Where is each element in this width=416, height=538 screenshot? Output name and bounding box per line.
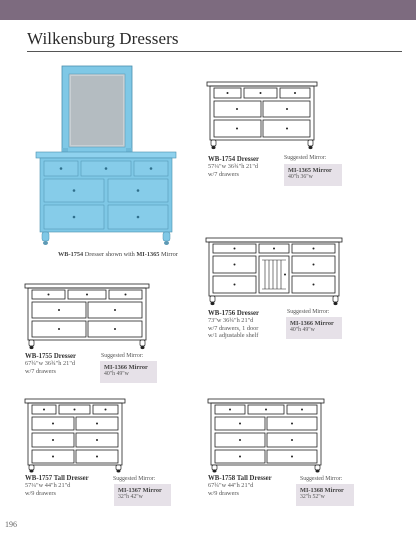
wb-1758-dims: 67¾"w 44"h 21"d [208,482,254,490]
wb-1758-suggested-label: Suggested Mirror: [300,476,343,482]
photo-caption-mirror: MI-1365 [136,251,160,258]
photo-caption-text: Dresser shown with [83,251,137,258]
wb-1754-drawers: w/7 drawers [208,170,239,178]
wb-1755-drawers: w/7 drawers [25,367,56,375]
photo-caption-end: Mirror [159,251,178,258]
wb-1756-mirror-box [286,317,342,339]
wb-1754-dims: 57¼"w 36¾"h 21"d [208,163,259,171]
photo-caption-model: WB-1754 [58,251,84,258]
wb-1756-mirror-dims: 40"h 49"w [290,327,315,333]
wb-1758-drawers: w/9 drawers [208,489,239,497]
wb-1754-spec [208,156,259,178]
wb-1758-spec [208,475,272,497]
wb-1758-mirror-name: MI-1368 Mirror [300,487,344,494]
wb-1757-suggested-label: Suggested Mirror: [113,476,156,482]
wb-1754-drawing [207,82,317,150]
wb-1756-drawing [206,238,342,306]
wb-1756-spec [208,310,259,340]
wb-1755-mirror-name: MI-1366 Mirror [104,364,148,371]
wb-1756-name: WB-1756 Dresser [208,310,260,317]
wb-1754-suggested-label: Suggested Mirror: [284,155,327,161]
wb-1758-drawing [208,399,324,473]
wb-1756-shelf: w/1 adjustable shelf [208,332,259,340]
wb-1755-mirror-box [100,361,157,383]
wb-1756-suggested-label: Suggested Mirror: [287,309,330,315]
wb-1758-mirror-box [296,484,354,506]
wb-1754-name: WB-1754 Dresser [208,156,260,163]
wb-1755-drawing [25,284,149,350]
wb-1755-spec [25,353,76,375]
wb-1755-suggested-label: Suggested Mirror: [101,353,144,359]
page-number: 196 [5,520,17,529]
wb-1757-mirror-box [114,484,171,506]
wb-1754-mirror-dims: 40"h 36"w [288,174,313,180]
wb-1754-mirror-name: MI-1365 Mirror [288,167,332,174]
wb-1756-dims: 73"w 36¾"h 21"d [208,317,254,325]
wb-1755-mirror-dims: 40"h 49"w [104,371,129,377]
wb-1757-mirror-dims: 32"h 42"w [118,494,143,500]
wb-1757-spec [25,475,89,497]
wb-1755-dims: 67¾"w 36¾"h 21"d [25,360,76,368]
wb-1755-name: WB-1755 Dresser [25,353,77,360]
wb-1756-drawers: w/7 drawers, 1 door [208,324,259,332]
header-band [0,0,416,20]
wb-1758-mirror-dims: 32"h 52"w [300,494,325,500]
wb-1757-mirror-name: MI-1367 Mirror [118,487,162,494]
wb-1757-drawers: w/9 drawers [25,489,56,497]
wb-1754-mirror-box [284,164,342,186]
wb-1757-name: WB-1757 Tall Dresser [25,475,89,482]
wb-1758-name: WB-1758 Tall Dresser [208,475,272,482]
dresser-photo [36,64,178,250]
title-rule [27,51,402,52]
wb-1757-dims: 57¼"w 44"h 21"d [25,482,71,490]
photo-caption [58,251,178,258]
wb-1756-mirror-name: MI-1366 Mirror [290,320,334,327]
page-title: Wilkensburg Dressers [27,29,179,48]
wb-1757-drawing [25,399,125,473]
